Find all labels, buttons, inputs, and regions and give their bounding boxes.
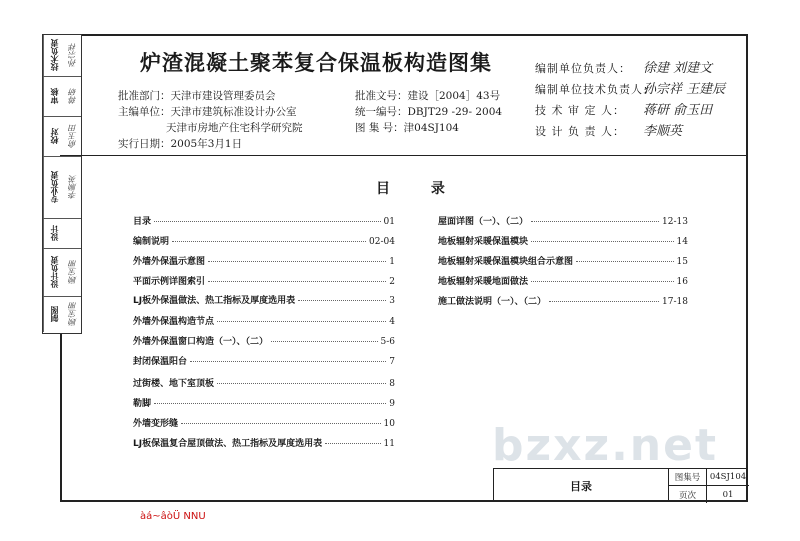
header-divider bbox=[60, 155, 748, 156]
toc-title: 目 录 bbox=[376, 181, 463, 197]
toc-item[interactable]: 外墙外保温构造节点 4 bbox=[133, 317, 395, 327]
approval-doc-number: 批准文号：建设［2004］43号 bbox=[355, 90, 501, 102]
approval-dept: 批准部门：天津市建设管理委员会 bbox=[118, 90, 276, 102]
title-block-title: 目录 bbox=[494, 469, 669, 502]
signatory-block bbox=[535, 58, 725, 142]
toc-item[interactable]: 地板辐射采暖地面做法 16 bbox=[438, 277, 688, 287]
handwritten-signature: 孙宗祥 王建辰 bbox=[643, 82, 726, 97]
toc-item[interactable]: 外墙变形缝 10 bbox=[133, 419, 395, 429]
strip-cell: 专业负责 李顺英 bbox=[43, 157, 81, 219]
strip-cell: 设计负责 顾宝丽 bbox=[43, 249, 81, 297]
toc-item[interactable]: 目录 01 bbox=[133, 217, 395, 227]
signatory-row: 编制单位技术负责人： 孙宗祥 王建辰 bbox=[535, 79, 725, 100]
handwritten-signature: 李顺英 bbox=[643, 124, 683, 139]
atlas-no-value: 04SJ104 bbox=[707, 469, 749, 486]
signatory-row: 技 术 审 定 人： 蒋研 俞玉田 bbox=[535, 100, 725, 121]
strip-cell: 技术负责 孙宗祥 bbox=[43, 35, 81, 77]
toc-item[interactable]: 外墙外保温窗口构造（一）、（二） 5-6 bbox=[133, 337, 395, 347]
page-value: 01 bbox=[722, 489, 734, 500]
strip-cell: 设计 bbox=[43, 219, 81, 249]
side-signature-strip bbox=[42, 34, 82, 334]
toc-item[interactable]: 勒脚 9 bbox=[133, 399, 395, 409]
signatory-row: 编制单位负责人： 徐建 刘建文 bbox=[535, 58, 725, 79]
toc-item[interactable]: 封闭保温阳台 7 bbox=[133, 357, 395, 367]
toc-item[interactable]: LJ板保温复合屋顶做法、热工指标及厚度选用表 11 bbox=[133, 439, 395, 449]
editor-unit-2: 天津市房地产住宅科学研究院 bbox=[166, 122, 303, 134]
atlas-no-label: 图集号 bbox=[669, 469, 707, 486]
toc-item[interactable]: 施工做法说明（一）、（二） 17-18 bbox=[438, 297, 688, 307]
toc-left-column bbox=[133, 214, 395, 454]
toc-item[interactable]: 屋面详图（一）、（二） 12-13 bbox=[438, 217, 688, 227]
editor-unit-1: 主编单位：天津市建筑标准设计办公室 bbox=[118, 106, 297, 118]
effective-date: 实行日期：2005年3月1日 bbox=[118, 138, 243, 150]
approval-info bbox=[118, 88, 303, 152]
atlas-number: 图 集 号：津04SJ104 bbox=[355, 122, 459, 134]
toc-item[interactable]: 地板辐射采暖保温模块 14 bbox=[438, 237, 688, 247]
strip-cell: 校对 俞玉田 bbox=[43, 117, 81, 157]
toc-item[interactable]: 编制说明 02-04 bbox=[133, 237, 395, 247]
signatory-row: 设 计 负 责 人： 李顺英 bbox=[535, 121, 725, 142]
handwritten-signature: 徐建 刘建文 bbox=[643, 61, 713, 76]
toc-item[interactable]: 外墙外保温示意图 1 bbox=[133, 257, 395, 267]
page-label: 页次 bbox=[669, 486, 707, 503]
handwritten-signature: 蒋研 俞玉田 bbox=[643, 103, 713, 118]
toc-right-column bbox=[438, 214, 688, 314]
atlas-title: 炉渣混凝土聚苯复合保温板构造图集 bbox=[140, 51, 492, 75]
strip-cell: 审核 蒋研 bbox=[43, 77, 81, 117]
site-watermark: bzxz.net bbox=[492, 420, 719, 471]
toc-item[interactable]: LJ板外保温做法、热工指标及厚度选用表 3 bbox=[133, 296, 395, 306]
toc-item[interactable]: 平面示例详图索引 2 bbox=[133, 277, 395, 287]
title-block bbox=[493, 468, 748, 502]
toc-item[interactable]: 地板辐射采暖保温模块组合示意图 15 bbox=[438, 257, 688, 267]
unified-number: 统一编号：DBJT29 -29- 2004 bbox=[355, 106, 503, 118]
document-numbers bbox=[355, 88, 502, 136]
footer-mark: àá~âòÜ NNU bbox=[140, 511, 206, 522]
toc-item[interactable]: 过街楼、地下室顶板 8 bbox=[133, 379, 395, 389]
strip-cell: 制图 顾宝丽 bbox=[43, 297, 81, 332]
